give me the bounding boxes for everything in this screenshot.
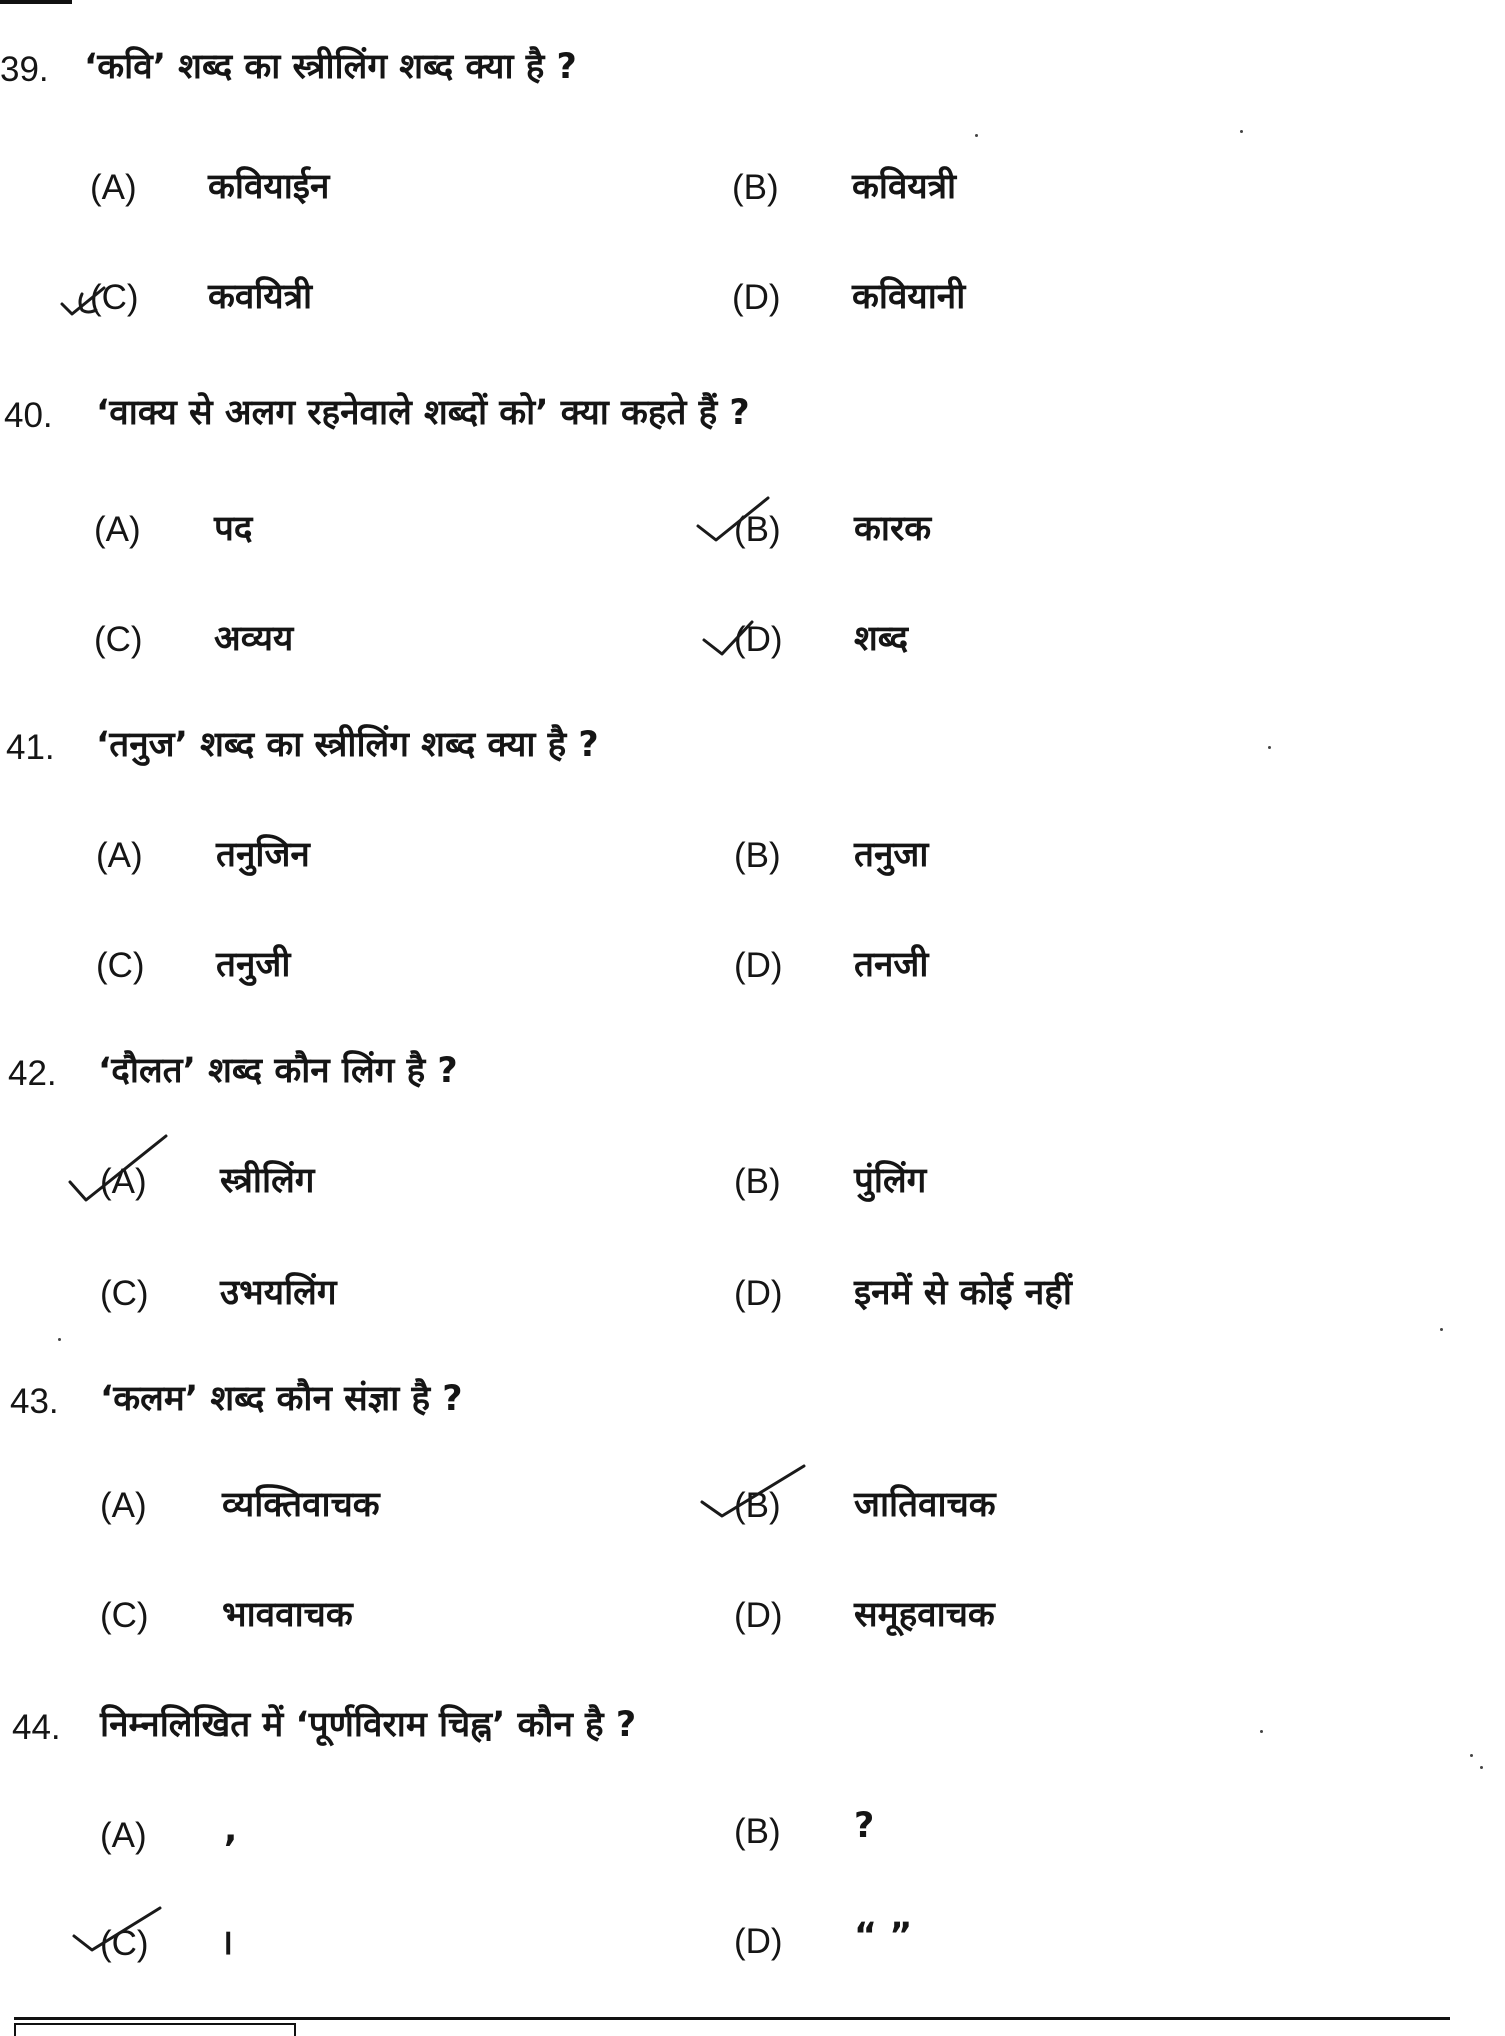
option-text: समूहवाचक — [854, 1595, 995, 1635]
option-text: कवियानी — [852, 277, 966, 317]
option-text: शब्द — [854, 619, 909, 659]
option-letter: (C) — [90, 278, 139, 317]
question-text: ‘कलम’ शब्द कौन संज्ञा है ? — [100, 1379, 463, 1419]
option-text: तनजी — [854, 945, 929, 985]
option-letter: (C) — [100, 1274, 149, 1313]
option-letter: (B) — [734, 510, 781, 549]
question-text: निम्नलिखित में ‘पूर्णविराम चिह्न’ कौन है ? — [100, 1705, 637, 1745]
option-text: जातिवाचक — [854, 1485, 996, 1525]
scan-speck — [1240, 130, 1243, 133]
option-letter: (D) — [734, 1274, 783, 1313]
option-text: इनमें से कोई नहीं — [854, 1273, 1072, 1313]
option-letter: (D) — [732, 278, 781, 317]
scan-speck — [58, 1338, 61, 1341]
option-letter: (B) — [734, 1812, 781, 1851]
option-text: उभयलिंग — [220, 1273, 337, 1313]
option-text: तनुजिन — [216, 835, 310, 875]
option-text: कवियत्री — [852, 167, 957, 207]
option-text: भाववाचक — [222, 1595, 353, 1635]
scan-speck — [1440, 1328, 1443, 1331]
question-text: ‘दौलत’ शब्द कौन लिंग है ? — [98, 1051, 458, 1091]
option-text: तनुजा — [854, 835, 929, 875]
option-letter: (C) — [94, 620, 143, 659]
question-text: ‘कवि’ शब्द का स्त्रीलिंग शब्द क्या है ? — [84, 47, 577, 87]
option-letter: (A) — [96, 836, 143, 875]
option-letter: (C) — [100, 1596, 149, 1635]
option-letter: (B) — [734, 1162, 781, 1201]
option-letter: (B) — [734, 1486, 781, 1525]
question-text: ‘वाक्य से अलग रहनेवाले शब्दों को’ क्या कहते हैं ? — [96, 393, 750, 433]
option-text: । — [220, 1923, 234, 1963]
scan-speck — [1268, 746, 1271, 749]
option-text: स्त्रीलिंग — [220, 1161, 315, 1201]
option-letter: (A) — [100, 1816, 147, 1855]
option-letter: (D) — [734, 946, 783, 985]
option-letter: (D) — [734, 1596, 783, 1635]
option-text: “ ” — [854, 1916, 913, 1956]
question-number: 43. — [10, 1382, 59, 1421]
option-letter: (B) — [734, 836, 781, 875]
scan-speck — [1480, 1766, 1483, 1769]
question-number: 40. — [4, 396, 53, 435]
scan-speck — [975, 134, 978, 137]
option-letter: (D) — [734, 620, 783, 659]
option-letter: (D) — [734, 1922, 783, 1961]
question-number: 42. — [8, 1054, 57, 1093]
option-text: पुंलिंग — [854, 1161, 927, 1201]
option-text: कवयित्री — [208, 277, 313, 317]
option-letter: (A) — [100, 1162, 147, 1201]
footer-box — [14, 2023, 296, 2036]
question-number: 44. — [12, 1708, 61, 1747]
option-letter: (A) — [90, 168, 137, 207]
option-letter: (C) — [100, 1924, 149, 1963]
option-letter: (A) — [100, 1486, 147, 1525]
question-text: ‘तनुज’ शब्द का स्त्रीलिंग शब्द क्या है ? — [96, 725, 599, 765]
option-letter: (C) — [96, 946, 145, 985]
option-text: पद — [214, 509, 253, 549]
question-number: 41. — [6, 728, 55, 767]
option-text: कारक — [854, 509, 932, 549]
option-text: , — [224, 1810, 238, 1850]
option-letter: (A) — [94, 510, 141, 549]
scan-speck — [1260, 1730, 1263, 1733]
option-text: व्यक्तिवाचक — [222, 1485, 380, 1525]
question-number: 39. — [0, 50, 49, 89]
option-letter: (B) — [732, 168, 779, 207]
option-text: ? — [854, 1806, 875, 1846]
top-edge-mark — [0, 0, 72, 4]
option-text: अव्यय — [214, 619, 294, 659]
scan-speck — [1470, 1754, 1473, 1757]
footer-rule — [14, 2017, 1450, 2020]
option-text: तनुजी — [216, 945, 291, 985]
option-text: कवियाईन — [208, 167, 330, 207]
